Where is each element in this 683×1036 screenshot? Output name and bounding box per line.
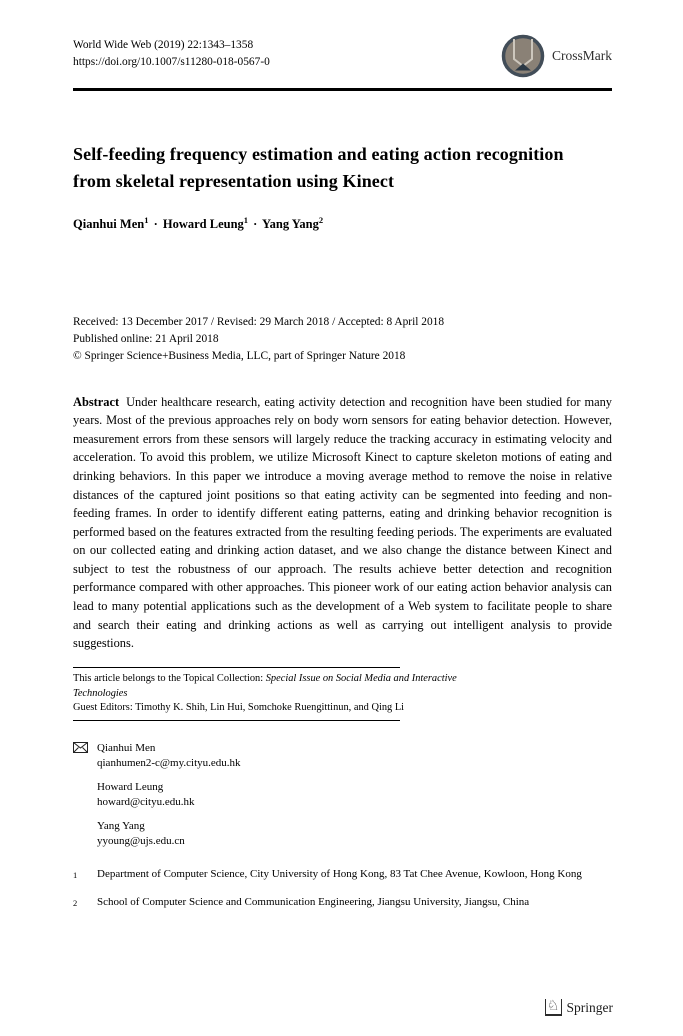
received-revised-accepted-line: Received: 13 December 2017 / Revised: 29 March 2018 / Accepted: 8 April 2018 [73,315,445,328]
published-online-line: Published online: 21 April 2018 [73,332,219,345]
topical-collection-prefix: This article belongs to the Topical Collection: [73,673,266,685]
authors-line [73,211,612,233]
journal-header [73,37,612,78]
publisher-logo [545,999,613,1016]
abstract-text: Under healthcare research, eating activity detection and recognition have been studied for many years. Most of the previous approaches rely on body worn sensors for eating behavior detection. However, measurement errors from these sensors will largely reduce the tracking accuracy in estimating velocity and acceleration. To avoid this problem, we utilize Microsoft Kinect to capture skeleton motions of eating and drinking behaviors. In this paper we introduce a moving average method to remove the noise in relative distances of the captured joint positions so that eating activity can be segmented into feeding and non-feeding frames. In order to identify different eating patterns, eating and drinking behavior recognition is performed based on the features extracted from the resulting feeding periods. The experiments are evaluated on our collected eating and drinking action dataset, and we also change the distance between Kinect and subject to test the robustness of our approach. The results achieve better detection and recognition performance compared with other approaches. This pioneer work of our eating action behavior analysis can lead to many potential applications such as the development of a Web system to facilitate people to share and search their eating and drinking actions as well as carrying out intelligent analysis to provide suggestions. [73,394,612,651]
crossmark-label: CrossMark [552,48,612,63]
author-name: Qianhui Men [73,216,145,231]
contacts-block [73,741,612,849]
contact-name: Howard Leung [97,781,164,794]
crossmark-badge[interactable] [501,34,612,78]
abstract-paragraph [73,393,612,653]
author-name: Yang Yang [262,216,319,231]
affiliation-marker: 1 [73,870,78,881]
doi-link[interactable]: https://doi.org/10.1007/s11280-018-0567-0 [73,55,270,68]
contact-entry [73,741,612,771]
author-separator: · [253,216,258,231]
author-affiliation-sup: 1 [243,214,249,225]
author-affiliation-sup: 2 [318,214,324,225]
affiliation-text: School of Computer Science and Communication Engineering, Jiangsu University, Jiangsu, China [97,896,530,909]
author-separator: · [153,216,158,231]
footnote-rule-bottom [73,720,400,722]
publisher-name: Springer [566,999,613,1015]
copyright-line: © Springer Science+Business Media, LLC, part of Springer Nature 2018 [73,350,406,363]
contact-entry [73,819,612,849]
affiliation-entry [73,894,612,911]
topical-collection-note [73,672,510,700]
contact-email[interactable]: yyoung@ujs.edu.cn [97,835,185,848]
affiliations-block [73,866,612,911]
springer-horse-icon: ♘ [546,998,560,1014]
guest-editors-note: Guest Editors: Timothy K. Shih, Lin Hui, Somchoke Ruengittinun, and Qing Li [73,701,405,713]
paper-title: Self-feeding frequency estimation and eating action recognition from skeletal representation using Kinect [73,143,564,191]
contact-email[interactable]: howard@cityu.edu.hk [97,796,195,809]
author-name: Howard Leung [162,216,244,231]
topical-collection-title: Special Issue on Social Media and Interactive Technologies [73,673,457,699]
envelope-icon [73,742,88,753]
article-history [73,314,612,366]
contact-entry [73,780,612,810]
author-affiliation-sup: 1 [144,214,149,225]
header-rule [73,88,612,91]
contact-name: Qianhui Men [97,742,156,755]
affiliation-entry [73,866,612,883]
abstract-label: Abstract [73,394,120,409]
affiliation-text: Department of Computer Science, City University of Hong Kong, 83 Tat Chee Avenue, Kowloon, Hong Kong [97,868,582,881]
affiliation-marker: 2 [73,898,78,909]
footnote-block [73,667,612,722]
crossmark-icon [501,34,545,78]
contact-name: Yang Yang [97,820,145,833]
contact-email[interactable]: qianhumen2-c@my.cityu.edu.hk [97,757,241,770]
journal-meta [73,37,270,70]
journal-citation: World Wide Web (2019) 22:1343–1358 [73,39,254,51]
